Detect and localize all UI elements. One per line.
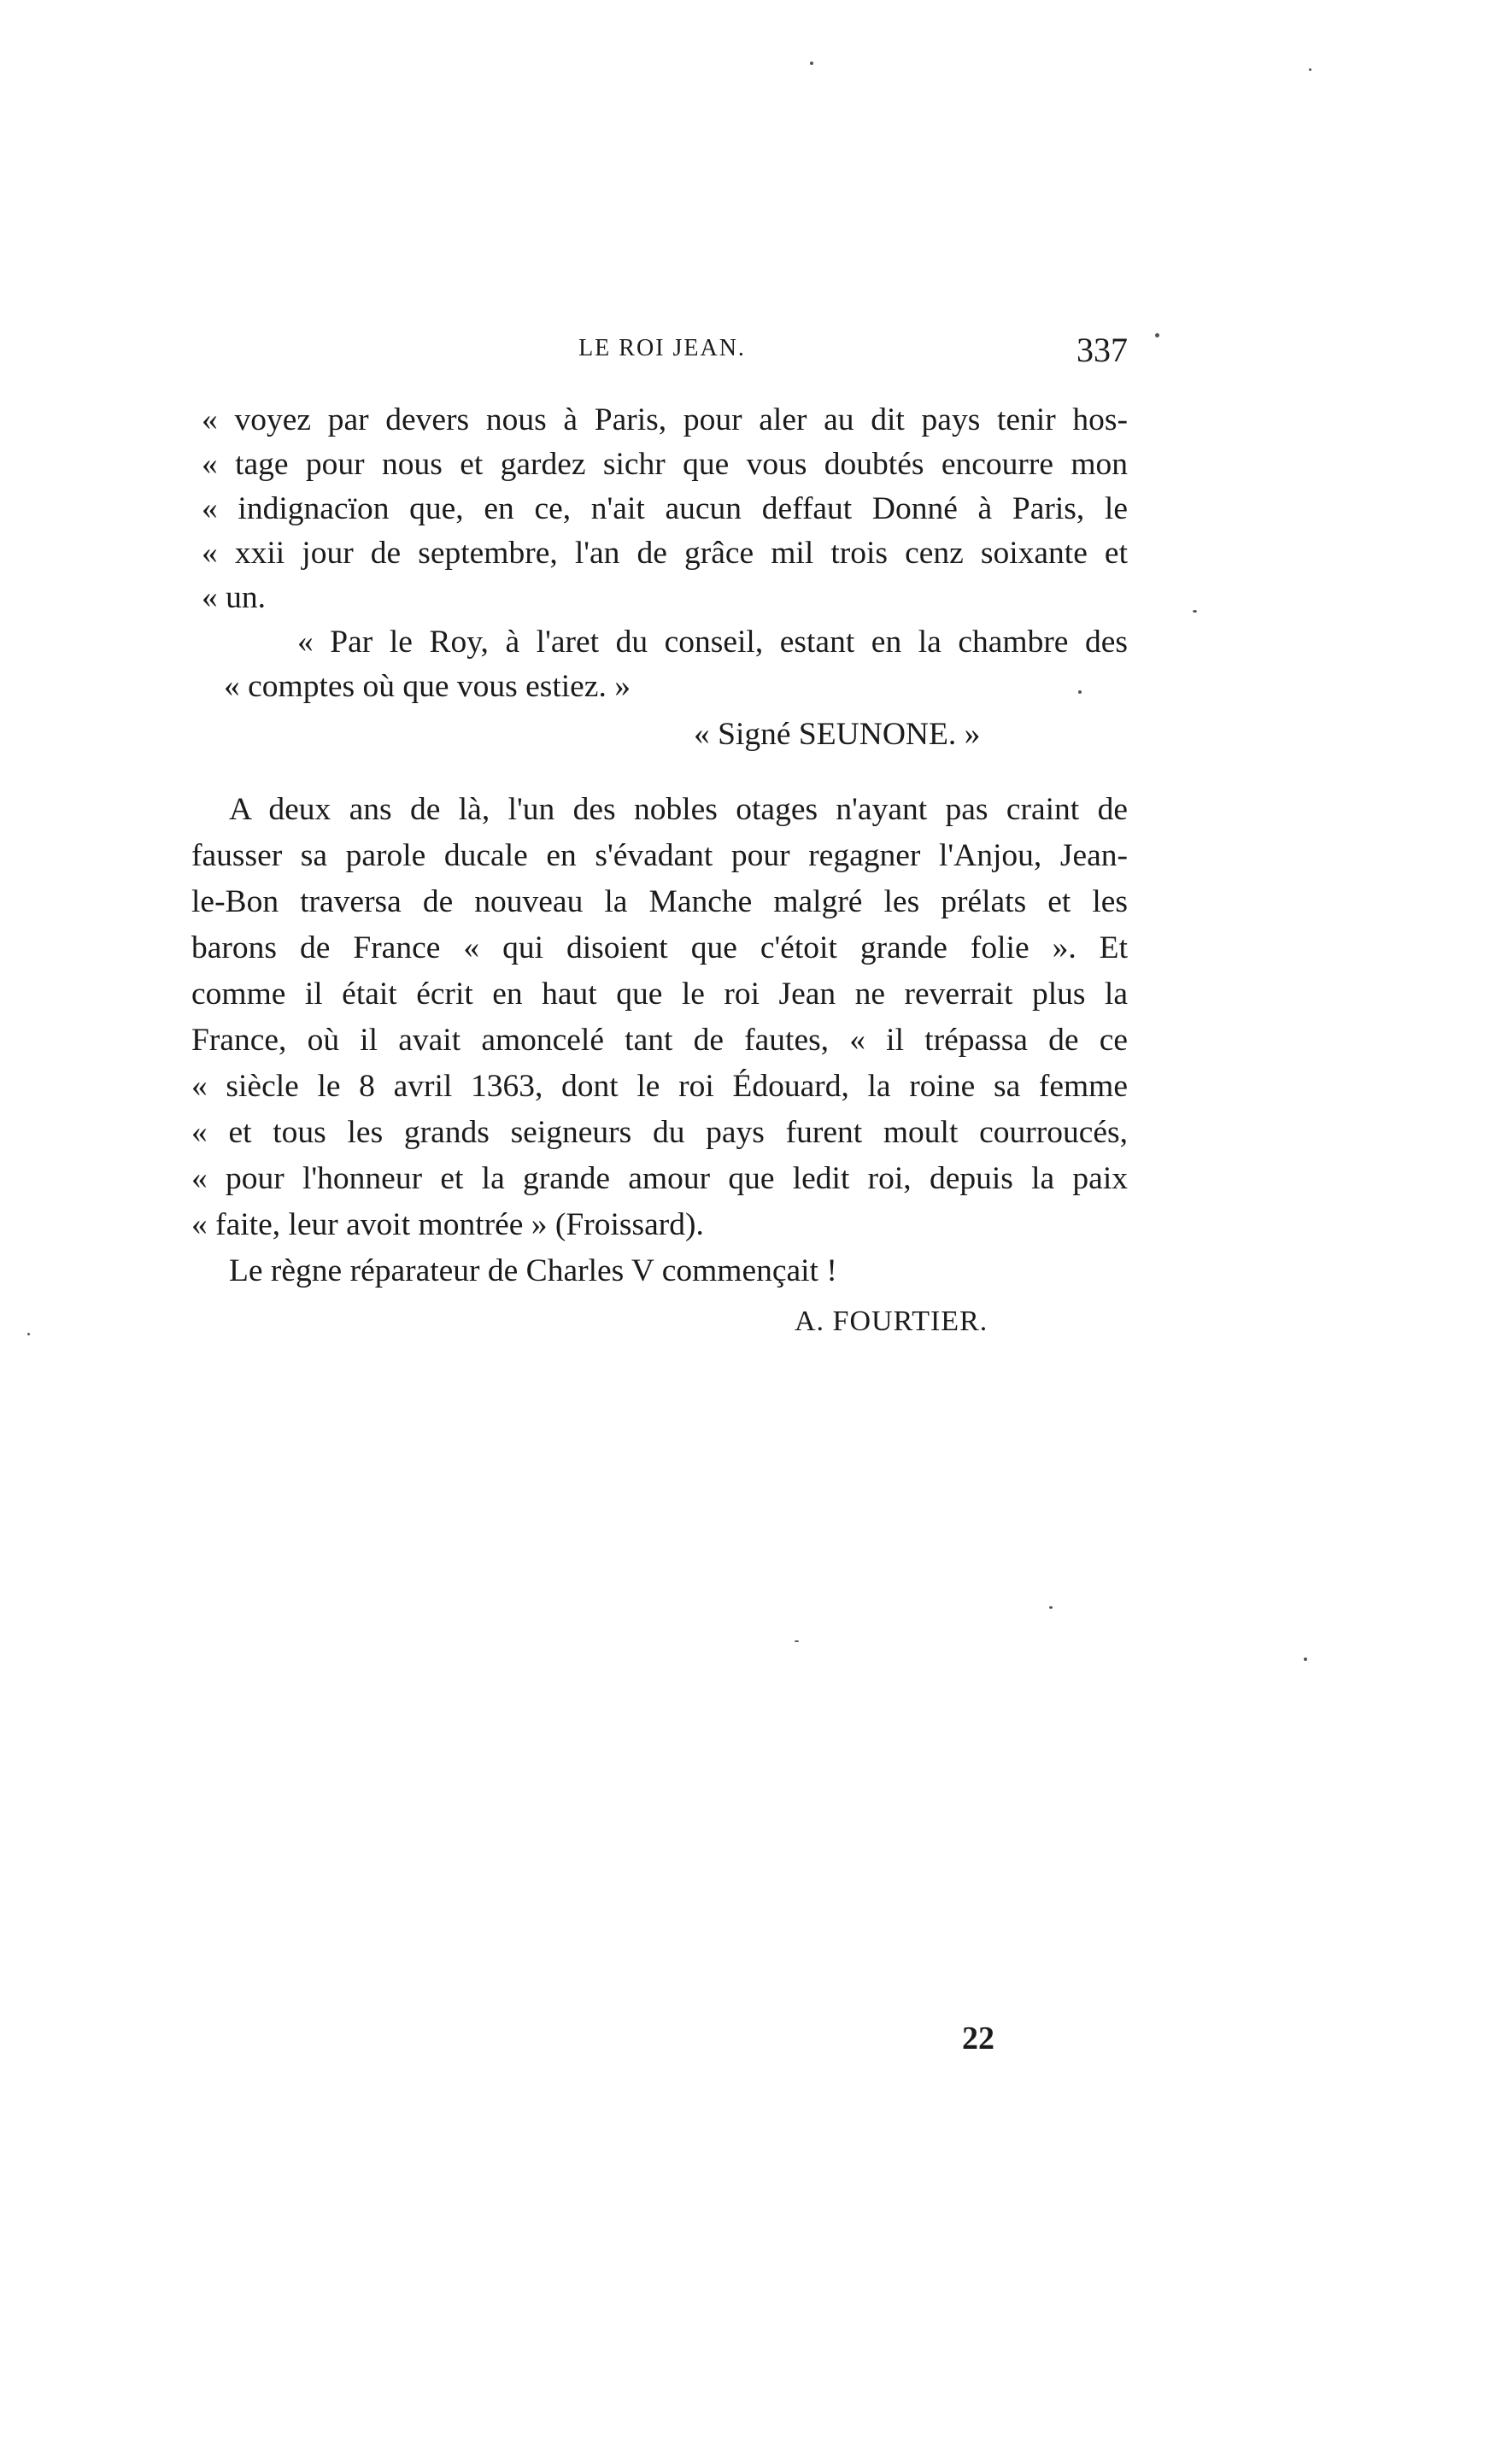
text-line: « indignacïon que, en ce, n'ait aucun deffaut Donné à Paris, le: [202, 491, 1128, 526]
speck: [1193, 610, 1197, 613]
signature-mark: 22: [962, 2021, 994, 2056]
page-header: [197, 331, 1128, 386]
speck: [27, 1333, 30, 1335]
text-line: France, où il avait amoncelé tant de fautes, « il trépassa de ce: [191, 1023, 1128, 1058]
text-line: « pour l'honneur et la grande amour que ledit roi, depuis la paix: [191, 1161, 1128, 1196]
author-signature: A. FOURTIER.: [795, 1305, 988, 1337]
text-line: le-Bon traversa de nouveau la Manche malgré les prélats et les: [191, 884, 1128, 919]
speck: [1049, 1606, 1053, 1609]
text-line: « xxii jour de septembre, l'an de grâce mil trois cenz soixante et: [202, 536, 1128, 571]
text-line: « comptes où que vous estiez. »: [224, 669, 631, 704]
speck: [810, 62, 813, 65]
text-line: A deux ans de là, l'un des nobles otages n'ayant pas craint de: [229, 792, 1128, 827]
text-line: « voyez par devers nous à Paris, pour aler au dit pays tenir hos-: [202, 402, 1128, 437]
text-line: barons de France « qui disoient que c'étoit grande folie ». Et: [191, 930, 1128, 965]
text-line: « tage pour nous et gardez sichr que vous doubtés encourre mon: [202, 447, 1128, 482]
text-line: « faite, leur avoit montrée » (Froissard).: [191, 1207, 704, 1242]
text-line: « et tous les grands seigneurs du pays furent moult courroucés,: [191, 1115, 1128, 1150]
text-line: fausser sa parole ducale en s'évadant pour regagner l'Anjou, Jean-: [191, 838, 1128, 873]
speck: [1309, 68, 1311, 71]
text-line: « Par le Roy, à l'aret du conseil, estant en la chambre des: [297, 625, 1128, 660]
speck: [1155, 333, 1159, 337]
speck: [795, 1640, 799, 1642]
text-line: comme il était écrit en haut que le roi Jean ne reverrait plus la: [191, 977, 1128, 1012]
speck: [1304, 1657, 1307, 1661]
signature-line: « Signé SEUNONE. »: [694, 717, 981, 752]
text-line: « siècle le 8 avril 1363, dont le roi Édouard, la roine sa femme: [191, 1069, 1128, 1104]
text-line: « un.: [202, 580, 266, 615]
running-title: LE ROI JEAN.: [578, 335, 746, 361]
text-line: Le règne réparateur de Charles V commençait !: [229, 1253, 837, 1288]
page-number: 337: [1076, 331, 1128, 369]
speck: [1078, 690, 1082, 694]
